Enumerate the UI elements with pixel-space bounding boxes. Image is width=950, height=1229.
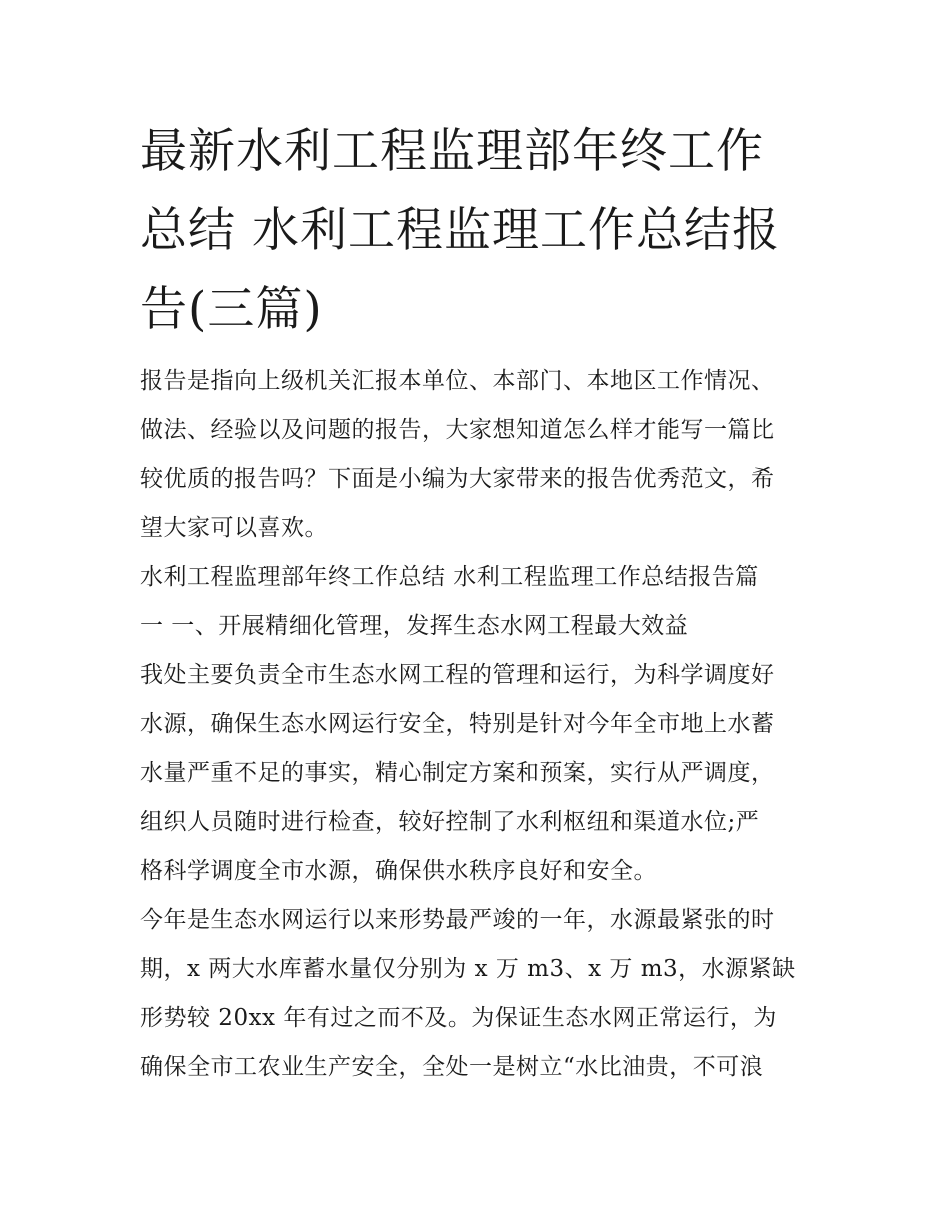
document-page [140, 112, 820, 1092]
title-line: 总结 水利工程监理工作总结报 [140, 203, 780, 258]
document-title [140, 112, 820, 349]
text-line: 格科学调度全市水源，确保供水秩序良好和安全。 [140, 858, 657, 884]
text-line: 今年是生态水网运行以来形势最严竣的一年，水源最紧张的时 [140, 907, 775, 933]
text-line: 水利工程监理部年终工作总结 水利工程监理工作总结报告篇 [140, 564, 759, 590]
text-line: 我处主要负责全市生态水网工程的管理和运行，为科学调度好 [140, 662, 775, 688]
text-line: 望大家可以喜欢。 [140, 515, 328, 541]
section-heading-paragraph [140, 553, 820, 651]
text-line: 水源，确保生态水网运行安全，特别是针对今年全市地上水蓄 [140, 711, 775, 737]
title-line: 告(三篇) [140, 282, 323, 337]
text-line: 形势较 20xx 年有过之而不及。为保证生态水网正常运行，为 [140, 1005, 777, 1031]
title-line: 最新水利工程监理部年终工作 [140, 124, 764, 179]
text-line: 期，x 两大水库蓄水量仅分别为 x 万 m3、x 万 m3，水源紧缺 [140, 956, 796, 982]
intro-paragraph [140, 357, 820, 553]
document-body [140, 357, 820, 1092]
text-line: 组织人员随时进行检查，较好控制了水利枢纽和渠道水位;严 [140, 809, 760, 835]
text-line: 做法、经验以及问题的报告，大家想知道怎么样才能写一篇比 [140, 417, 775, 443]
body-paragraph [140, 651, 820, 896]
text-line: 较优质的报告吗？下面是小编为大家带来的报告优秀范文，希 [140, 466, 775, 492]
text-line: 水量严重不足的事实，精心制定方案和预案，实行从严调度， [140, 760, 775, 786]
body-paragraph [140, 896, 820, 1092]
text-line: 确保全市工农业生产安全，全处一是树立“水比油贵，不可浪 [140, 1054, 764, 1080]
text-line: 报告是指向上级机关汇报本单位、本部门、本地区工作情况、 [140, 368, 775, 394]
text-line: 一 一、开展精细化管理，发挥生态水网工程最大效益 [140, 613, 689, 639]
